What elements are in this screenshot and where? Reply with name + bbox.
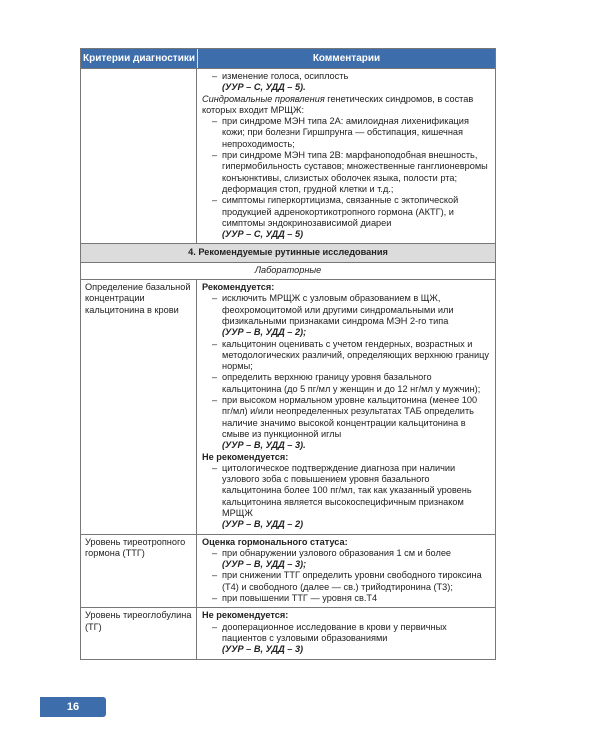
list-item: – при синдроме МЭН типа 2В: марфаноподобная внешность, гипермобильность суставов; множественные ганглионевромы конъюнктивы, слизистых оболочек языка, полости рта; деформация стоп, грудной клетки и т.д.; <box>212 150 488 194</box>
table-row <box>81 608 495 658</box>
evidence-level: (УУР – В, УДД – 2); <box>222 327 307 338</box>
list-item: – при синдроме МЭН типа 2А: амилоидная лихенификация кожи; при болезни Гиршпрунга — обстипация, кишечная непроходимость; <box>212 116 469 149</box>
table-row <box>81 535 495 609</box>
not-recommended-heading: Не рекомендуется: <box>202 610 289 621</box>
page-number: 16 <box>40 697 106 717</box>
evidence-level: (УУР – С, УДД – 5). <box>222 82 306 93</box>
evidence-level: (УУР – С, УДД – 5) <box>222 229 304 240</box>
recommended-heading: Рекомендуется: <box>202 282 275 293</box>
list-item: – при высоком нормальном уровне кальцитонина (менее 100 пг/мл) и/или неопределенных результатах ТАБ определить наличие значимо высокой концентрации кальцитонина в смыве из пункционной иглы <box>212 395 478 439</box>
criterion-cell: Уровень тиреоглобулина (ТГ) <box>81 608 197 658</box>
evidence-level: (УУР – В, УДД – 3); <box>222 559 307 570</box>
list-item: – кальцитонин оценивать с учетом гендерных, возрастных и методологических различий, определяющих верхнюю границу нормы; <box>212 338 489 372</box>
comment-cell <box>197 69 495 243</box>
list-item: – при снижении ТТГ определить уровни свободного тироксина (Т4) и свободного (далее — св.) трийодтиронина (Т3); <box>212 570 482 592</box>
criterion-cell: Определение базальной концентрации кальцитонина в крови <box>81 280 197 534</box>
syndromic-intro: Синдромальные проявления генетических синдромов, в состав которых входит МРЩЖ: <box>202 93 474 115</box>
criterion-cell <box>81 69 197 243</box>
evidence-level: (УУР – В, УДД – 3). <box>222 440 306 451</box>
list-item: – дооперационное исследование в крови у первичных пациентов с узловыми образованиями <box>212 621 447 643</box>
comment-cell <box>197 280 495 534</box>
header-criteria: Критерии диагностики <box>81 49 198 68</box>
evidence-level: (УУР – В, УДД – 3) <box>222 644 304 655</box>
subsection-heading: Лабораторные <box>81 263 495 280</box>
not-recommended-heading: Не рекомендуется: <box>202 451 289 462</box>
criterion-cell: Уровень тиреотропного гормона (ТТГ) <box>81 535 197 608</box>
comment-cell <box>197 608 495 658</box>
list-item: – изменение голоса, осиплость <box>212 71 349 81</box>
list-item: – определить верхнюю границу уровня базального кальцитонина (до 5 пг/мл у женщин и до 12 нг/мл у мужчин); <box>212 372 481 394</box>
comment-cell <box>197 535 495 608</box>
list-item: – симптомы гиперкортицизма, связанные с эктопической продукцией адренокортикотропного гормона (АКТГ), и симптомы эндокринозависимой диареи <box>212 195 459 228</box>
list-item: – при обнаружении узлового образования 1 см и более <box>212 547 452 558</box>
table-row <box>81 69 495 244</box>
list-item: – исключить МРЩЖ с узловым образованием в ЩЖ, феохромоцитомой или другими синдромальными или физикальными признаками синдрома МЭН 2-го типа <box>212 293 454 326</box>
table-row <box>81 280 495 535</box>
evidence-level: (УУР – В, УДД – 2) <box>222 519 304 530</box>
table-header <box>81 49 495 69</box>
diagnostics-table <box>80 48 496 660</box>
hormonal-status-heading: Оценка гормонального статуса: <box>202 536 348 547</box>
list-item: – при повышении ТТГ — уровня св.Т4 <box>212 593 378 604</box>
list-item: – цитологическое подтверждение диагноза при наличии узлового зоба с повышением уровня базального кальцитонина более 100 пг/мл, так как указанный уровень кальцитонина является высокоспецифичным признаком МРЩЖ <box>212 462 472 518</box>
header-comments: Комментарии <box>312 52 381 64</box>
section-heading: 4. Рекомендуемые рутинные исследования <box>81 244 495 262</box>
